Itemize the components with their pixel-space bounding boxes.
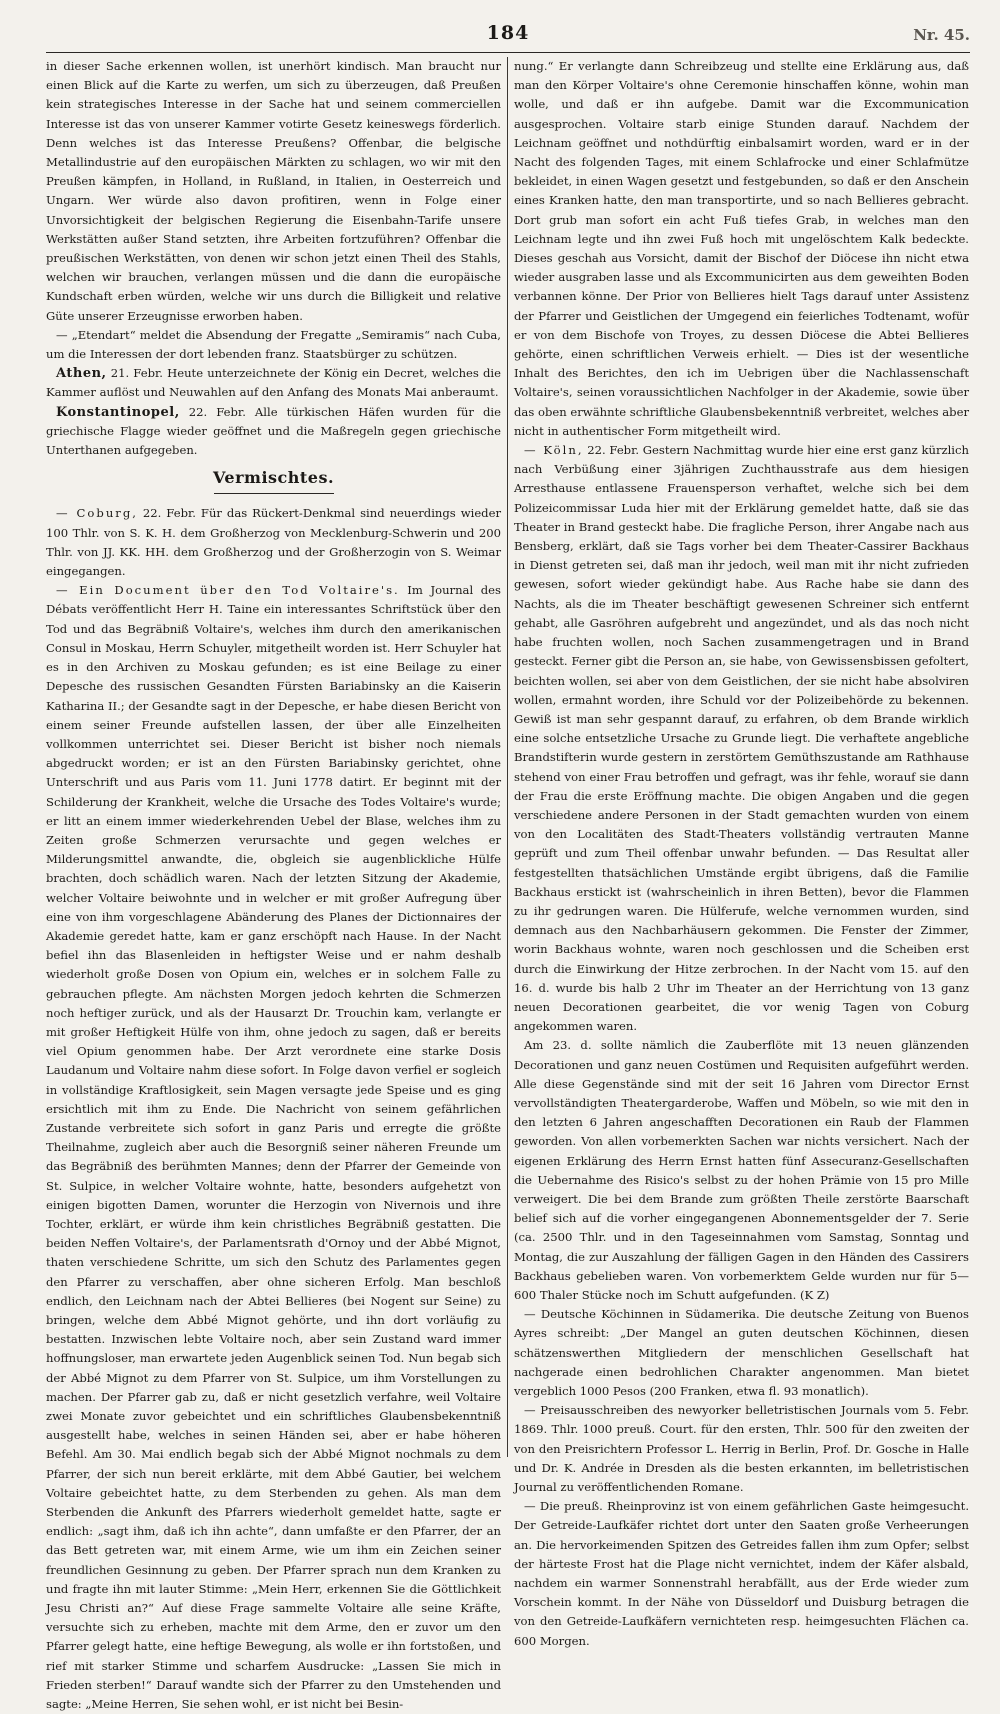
article-athens bbox=[46, 364, 501, 402]
article-coburg bbox=[46, 504, 501, 581]
right-column bbox=[508, 57, 969, 1648]
issue-number: Nr. 45. bbox=[913, 26, 970, 44]
article-voltaire bbox=[46, 581, 501, 1714]
dateline-constantinople: Konstantinopel, bbox=[56, 404, 180, 420]
article-constantinople bbox=[46, 403, 501, 461]
dateline-cologne: — Köln, bbox=[524, 443, 584, 458]
dateline-coburg: — Coburg, bbox=[56, 506, 138, 521]
article-prize-contest: — Preisausschreiben des newyorker belletristischen Journals vom 5. Febr. 1869. Thlr. 1000 preuß. Court. für den ersten, Thlr. 500 für den zweiten der von den Preisrichtern Professor L. Herrig in Berlin, Prof. Dr. Gosche in Halle und Dr. K. Andrée in Dresden als die besten erkannten, im belletristischen Journal zu veröffentlichenden Romane. bbox=[514, 1403, 969, 1495]
newspaper-page bbox=[46, 22, 970, 1712]
article-voltaire-continued: nung.“ Er verlangte dann Schreibzeug und stellte eine Erklärung aus, daß man den Körper Voltaire's ohne Ceremonie hinschaffen könne, wohin man wolle, und daß er ihn aufgebe. Damit war die Excommunication ausgesprochen. Voltaire starb einige Stunden darauf. Nachdem der Leichnam geöffnet und nothdürftig einbalsamirt worden, ward er in der Nacht des folgenden Tages, mit einem Schlafrocke und einer Schlafmütze bekleidet, in einen Wagen gesetzt und festgebunden, so daß er den Anschein eines Kranken hatte, den man transportirte, und so nach Bellieres gebracht. Dort grub man sofort ein acht Fuß tiefes Grab, in welches man den Leichnam legte und ihn zwei Fuß hoch mit ungelöschtem Kalk bedeckte. Dieses geschah aus Vorsicht, damit der Bischof der Diöcese ihn nicht etwa wieder ausgraben lasse und als Excommunicirten aus dem geweihten Boden verbannen könne. Der Prior von Bellieres hielt Tags darauf unter Assistenz der Pfarrer und Geistlichen der Umgegend ein feierliches Todtenamt, wofür er von dem Bischofe von Troyes, zu dessen Diöcese die Abtei Bellieres gehörte, einen schriftlichen Verweis erhielt. — Dies ist der wesentliche Inhalt des Berichtes, den ich im Uebrigen über die Nachlassenschaft Voltaire's, seinen voraussichtlichen Nachfolger in der Akademie, sowie über das oben erwähnte schriftliche Glaubensbekenntniß verbreitet, welches aber nicht in authentischer Form mitgetheilt wird. bbox=[514, 59, 969, 438]
left-column bbox=[46, 57, 507, 1712]
article-coburg-text: 22. Febr. Für das Rückert-Denkmal sind neuerdings wieder 100 Thlr. von S. K. H. dem Großherzog von Mecklenburg-Schwerin und 200 Thlr. von JJ. KK. HH. dem Großherzog und der Großherzogin von S. Weimar eingegangen. bbox=[46, 506, 502, 579]
article-belgium-continued: in dieser Sache erkennen wollen, ist unerhört kindisch. Man braucht nur einen Blick auf die Karte zu werfen, um sich zu überzeugen, daß Preußen kein strategisches Interesse in der Sache hat und seinem commerciellen Interesse ist das von unserer Kammer votirte Gesetz keineswegs förderlich. Denn welches ist das Interesse Preußens? Offenbar, die belgische Metallindustrie auf den europäischen Märkten zu schlagen, wo wir mit den Preußen kämpfen, in Holland, in Rußland, in Italien, in Oesterreich und Ungarn. Wer würde also davon profitiren, wenn in Folge einer Unvorsichtigkeit der belgischen Regierung die Eisenbahn-Tarife unsere Werkstätten außer Stand setzten, ihre Arbeiten fortzuführen? Offenbar die preußischen Werkstätten, von denen wir schon jetzt einen Theil des Stahls, welchen wir brauchen, verlangen müssen und die dann die europäische Kundschaft erben würden, welche wir uns durch die Billigkeit und relative Güte unserer Erzeugnisse erworben haben. bbox=[46, 59, 501, 323]
dateline-athens: Athen, bbox=[56, 366, 107, 382]
page-number: 184 bbox=[486, 22, 530, 44]
article-semiramis: — „Etendart“ meldet die Absendung der Fregatte „Semiramis“ nach Cuba, um die Interessen der dort lebenden franz. Staatsbürger zu schützen. bbox=[46, 327, 501, 362]
article-cologne-second: Am 23. d. sollte nämlich die Zauberflöte mit 13 neuen glänzenden Decorationen und ganz neuen Costümen und Requisiten aufgeführt werden. Alle diese Gegenstände sind mit der seit 16 Jahren vom Director Ernst vervollständigten Theatergarderobe, Waffen und Möbeln, so wie mit den in den letzten 6 Jahren angeschafften Decorationen ein Raub der Flammen geworden. Von allen vorbemerkten Sachen war nichts versichert. Nach der eigenen Erklärung des Herrn Ernst hatten fünf Assecuranz-Gesellschaften die Uebernahme des Risico's selbst zu der hohen Prämie von 15 pro Mille verweigert. Die bei dem Brande zum größten Theile zerstörte Baarschaft belief sich auf die vorher eingegangenen Abonnementsgelder der 7. Serie (ca. 2500 Thlr. und in den Tageseinnahmen vom Samstag, Sonntag und Montag, die zur Auszahlung der fälligen Gagen in den Händen des Cassirers Backhaus gebelieben waren. Von vorbemerktem Gelde wurden nur für 5—600 Thaler Stücke noch im Schutt aufgefunden. (K Z) bbox=[514, 1038, 969, 1302]
section-title-miscellaneous: Vermischtes. bbox=[212, 468, 335, 488]
column-layout bbox=[46, 57, 970, 1712]
article-cologne-text: 22. Febr. Gestern Nachmittag wurde hier eine erst ganz kürzlich nach Verbüßung einer 3jährigen Zuchthausstrafe aus dem hiesigen Arresthause entlassene Frauensperson verhaftet, welche sich bei dem Polizeicommissar Luda hier mit der Erklärung gemeldet hatte, daß sie das Theater in Brand gesteckt habe. Die fragliche Person, ihrer Angabe nach aus Bensberg, erklärt, daß sie Tags vorher bei dem Theater-Cassirer Backhaus in Dienst getreten sei, daß man ihr jedoch, weil man mit ihr nicht zufrieden gewesen, sofort wieder gekündigt habe. Aus Rache habe sie dann des Nachts, als die im Theater beschäftigt gewesenen Schreiner sich entfernt gehabt, alle Gasröhren aufgebreht und angezündet, und als das noch nicht habe fruchten wollen, noch Sachen zusammengetragen und in Brand gesteckt. Ferner gibt die Person an, sie habe, von Gewissensbissen gefoltert, beichten wollen, sei aber von dem Geistlichen, der sie nicht habe absolviren wollen, ermahnt worden, ihre Schuld vor der Polizeibehörde zu bekennen. Gewiß ist man sehr gespannt darauf, zu erfahren, ob dem Brande wirklich eine solche entsetzliche Ursache zu Grunde liegt. Die verhaftete angebliche Brandstifterin wurde gestern in zerstörtem Gemüthszustande am Rathhause stehend von einer Frau betroffen und gefragt, was ihr fehle, worauf sie dann der Frau die erste Eröffnung machte. Die obigen Angaben und die gegen verschiedene andere Personen in der Stadt gemachten wurden von einem von den Localitäten des Stadt-Theaters vollständig vertrauten Manne geprüft und zum Theil offenbar unwahr befunden. — Das Resultat aller festgestellten thatsächlichen Umstände ergibt übrigens, daß die Familie Backhaus erstickt ist (wahrscheinlich in ihren Betten), bevor die Flammen zu ihr gedrungen waren. Die Hülferufe, welche vernommen wurden, sind demnach aus den Nachbarhäusern gekommen. Die Fenster der Zimmer, worin Backhaus wohnte, waren noch geschlossen und die Scheiben erst durch die Einwirkung der Hitze zerbrochen. In der Nacht vom 15. auf den 16. d. wurde bis halb 2 Uhr im Theater an der Herrichtung von 13 ganz neuen Decorationen gearbeitet, die vor wenig Tagen von Coburg angekommen waren. bbox=[514, 443, 969, 1034]
article-constantinople-text: 22. Febr. Alle türkischen Häfen wurden für die griechische Flagge wieder geöffnet und die Maßregeln gegen griechische Unterthanen aufgegeben. bbox=[46, 404, 501, 458]
article-athens-text: 21. Febr. Heute unterzeichnete der König ein Decret, welches die Kammer auflöst und Neuwahlen auf den Anfang des Monats Mai anberaumt. bbox=[46, 366, 501, 400]
article-grain-beetle: — Die preuß. Rheinprovinz ist von einem gefährlichen Gaste heimgesucht. Der Getreide-Laufkäfer richtet dort unter den Saaten große Verheerungen an. Die hervorkeimenden Spitzen des Getreides fallen ihm zum Opfer; selbst der härteste Frost hat die Plage nicht vernichtet, indem der Käfer alsbald, nachdem ein warmer Sonnenstrahl herabfällt, aus der Erde wieder zum Vorschein kommt. In der Nähe von Düsseldorf und Duisburg betragen die von den Getreide-Laufkäfern vernichteten resp. heimgesuchten Flächen ca. 600 Morgen. bbox=[514, 1499, 969, 1648]
article-voltaire-text: Im Journal des Débats veröffentlicht Herr H. Taine ein interessantes Schriftstück über den Tod und das Begräbniß Voltaire's, welches ihm durch den amerikanischen Consul in Moskau, Herrn Schuyler, mitgetheilt worden ist. Herr Schuyler hat es in den Archiven zu Moskau gefunden; es ist eine Beilage zu einer Depesche des russischen Gesandten Fürsten Bariabinsky an die Kaiserin Katharina II.; der Gesandte sagt in der Depesche, er habe diesen Bericht von einem seiner Freunde aufstellen lassen, der über alle Einzelheiten vollkommen unterrichtet sei. Dieser Bericht ist bisher noch niemals abgedruckt worden; er ist an den Fürsten Bariabinsky gerichtet, ohne Unterschrift und aus Paris vom 11. Juni 1778 datirt. Er beginnt mit der Schilderung der Krankheit, welche die Ursache des Todes Voltaire's wurde; er litt an einem immer wiederkehrenden Uebel der Blase, welches ihm zu Zeiten große Schmerzen verursachte und gegen welches er Milderungsmittel anwandte, die, obgleich sie augenblickliche Hülfe brachten, doch schädlich waren. Nach der letzten Sitzung der Akademie, welcher Voltaire beiwohnte und in welcher er mit großer Aufregung über eine von ihm vorgeschlagene Abänderung des Planes der Dictionnaires der Akademie geredet hatte, kam er ganz erschöpft nach Hause. In der Nacht befiel ihn das Blasenleiden in heftigster Weise und er nahm deshalb wiederholt große Dosen von Opium ein, welches er in solchem Falle zu gebrauchen pflegte. Am nächsten Morgen jedoch kehrten die Schmerzen noch heftiger zurück, und als der Hausarzt Dr. Trouchin kam, verlangte er mit großer Heftigkeit Hülfe von ihm, ohne jedoch zu sagen, daß er bereits viel Opium genommen habe. Der Arzt verordnete eine starke Dosis Laudanum und Voltaire nahm diese sofort. In Folge davon verfiel er sogleich in vollständige Kraftlosigkeit, sein Magen versagte jede Speise und es ging ersichtlich mit ihm zu Ende. Die Nachricht von seinem gefährlichen Zustande verbreitete sich sofort in ganz Paris und erregte die größte Theilnahme, zugleich aber auch die Besorgniß seiner näheren Freunde um das Begräbniß des berühmten Mannes; denn der Pfarrer der Gemeinde von St. Sulpice, in welcher Voltaire wohnte, hatte, besonders aufgehetzt von einigen bigotten Damen, worunter die Herzogin von Nivernois und ihre Tochter, erklärt, er würde ihm kein christliches Begräbniß gestatten. Die beiden Neffen Voltaire's, der Parlamentsrath d'Ornoy und der Abbé Mignot, thaten verschiedene Schritte, um sich den Schutz des Parlamentes gegen den Pfarrer zu verschaffen, aber ohne sicheren Erfolg. Man beschloß endlich, den Leichnam nach der Abtei Bellieres (bei Nogent sur Seine) zu bringen, welche dem Abbé Mignot gehörte, und ihn dort vorläufig zu bestatten. Inzwischen lebte Voltaire noch, aber sein Zustand ward immer hoffnungsloser, man erwartete jeden Augenblick seinen Tod. Nun begab sich der Abbé Mignot zu dem Pfarrer von St. Sulpice, um ihm Vorstellungen zu machen. Der Pfarrer gab zu, daß er nicht gesetzlich verfahre, weil Voltaire zwei Monate zuvor gebeichtet und ein schriftliches Glaubensbekenntniß ausgestellt habe, welches in seinen Händen sei, aber er habe höheren Befehl. Am 30. Mai endlich begab sich der Abbé Mignot nochmals zu dem Pfarrer, der sich nun bereit erklärte, mit dem Abbé Gautier, bei welchem Voltaire gebeichtet hatte, zu dem Sterbenden zu gehen. Als man dem Sterbenden die Ankunft des Pfarrers wiederholt gemeldet hatte, sagte er endlich: „sagt ihm, daß ich ihn achte“, dann umfaßte er den Pfarrer, der an das Bett getreten war, mit einem Arme, wie um ihm ein Zeichen seiner freundlichen Gesinnung zu geben. Der Pfarrer sprach nun dem Kranken zu und fragte ihn mit lauter Stimme: „Mein Herr, erkennen Sie die Göttlichkeit Jesu Christi an?“ Auf diese Frage sammelte Voltaire alle seine Kräfte, versuchte sich zu erheben, machte mit dem Arme, den er zuvor um den Pfarrer gelegt hatte, eine heftige Bewegung, als wolle er ihn fortstoßen, und rief mit starker Stimme und scharfem Ausdrucke: „Lassen Sie mich in Frieden sterben!“ Darauf wandte sich der Pfarrer zu den Umstehenden und sagte: „Meine Herren, Sie sehen wohl, er ist nicht bei Besin- bbox=[46, 583, 501, 1712]
headline-voltaire: — Ein Document über den Tod Voltaire's. bbox=[56, 583, 400, 598]
page-header bbox=[46, 22, 970, 53]
section-divider bbox=[214, 493, 334, 494]
article-cologne bbox=[514, 441, 969, 1036]
article-cooks-south-america: — Deutsche Köchinnen in Südamerika. Die deutsche Zeitung von Buenos Ayres schreibt: „Der Mangel an guten deutschen Köchinnen, diesen schätzenswerthen Mitgliedern der menschlichen Gesellschaft hat nachgerade einen bedrohlichen Charakter angenommen. Man bietet vergeblich 1000 Pesos (200 Franken, etwa fl. 93 monatlich). bbox=[514, 1307, 969, 1399]
